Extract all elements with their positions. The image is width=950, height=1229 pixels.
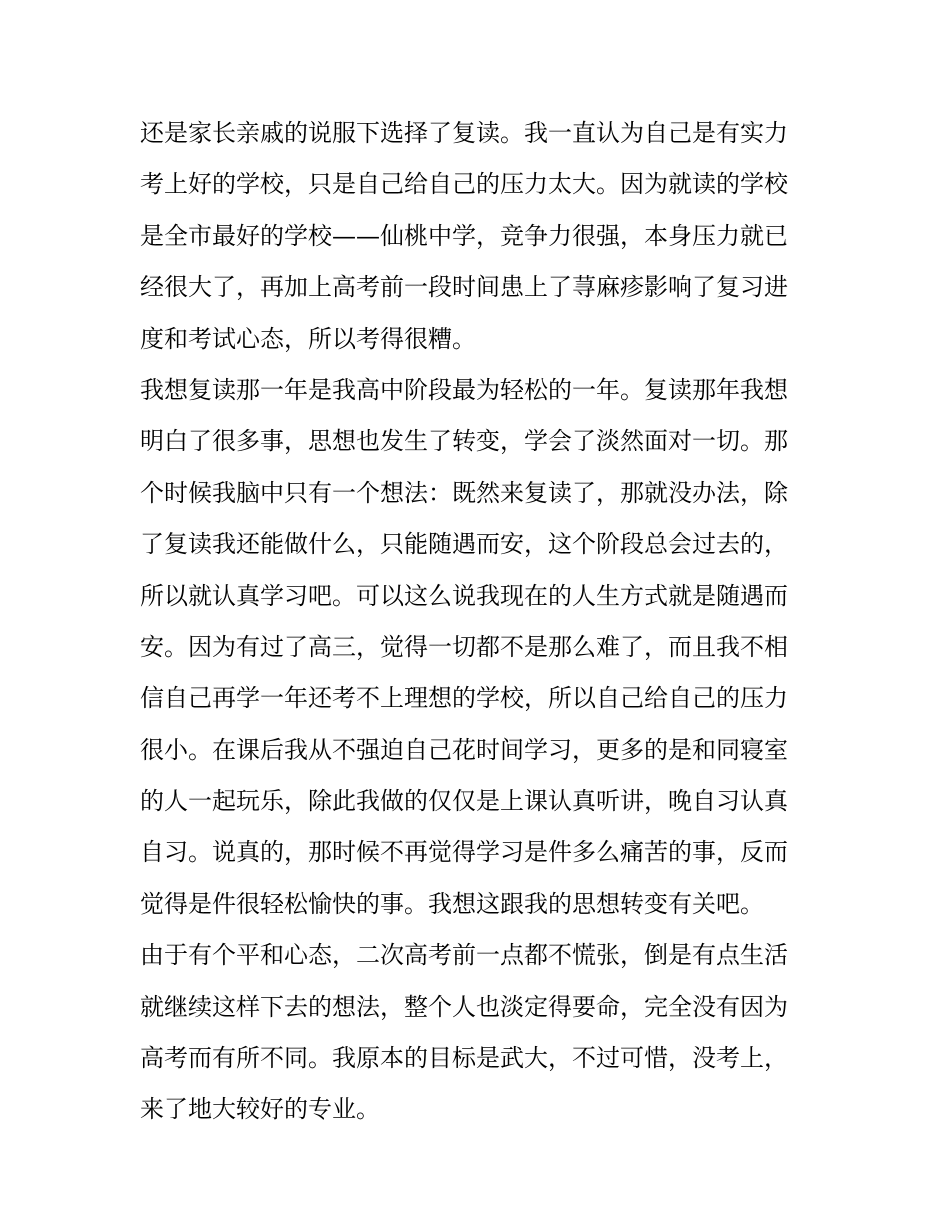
paragraph-1 [140, 108, 820, 365]
text-line: 来了地大较好的专业。 [140, 1095, 380, 1124]
text-line: 就继续这样下去的想法，整个人也淡定得要命，完全没有因为 [140, 992, 788, 1021]
text-line: 是全市最好的学校——仙桃中学，竞争力很强，本身压力就已 [140, 221, 788, 250]
text-line: 了复读我还能做什么，只能随遇而安，这个阶段总会过去的， [140, 530, 788, 559]
text-line: 自习。说真的，那时候不再觉得学习是件多么痛苦的事，反而 [140, 838, 788, 867]
paragraph-3 [140, 930, 820, 1136]
text-line: 由于有个平和心态，二次高考前一点都不慌张，倒是有点生活 [140, 941, 788, 970]
body-text [140, 108, 820, 1136]
text-line: 信自己再学一年还考不上理想的学校，所以自己给自己的压力 [140, 684, 788, 713]
text-line: 明白了很多事，思想也发生了转变，学会了淡然面对一切。那 [140, 427, 788, 456]
text-line: 安。因为有过了高三，觉得一切都不是那么难了，而且我不相 [140, 632, 788, 661]
text-line: 我想复读那一年是我高中阶段最为轻松的一年。复读那年我想 [140, 375, 788, 404]
paragraph-2 [140, 365, 820, 930]
text-line: 很小。在课后我从不强迫自己花时间学习，更多的是和同寝室 [140, 735, 788, 764]
text-line: 觉得是件很轻松愉快的事。我想这跟我的思想转变有关吧。 [140, 889, 764, 918]
text-line: 高考而有所不同。我原本的目标是武大，不过可惜，没考上， [140, 1044, 788, 1073]
text-line: 度和考试心态，所以考得很糟。 [140, 324, 476, 353]
text-line: 经很大了，再加上高考前一段时间患上了荨麻疹影响了复习进 [140, 273, 788, 302]
text-line: 个时候我脑中只有一个想法：既然来复读了，那就没办法，除 [140, 478, 788, 507]
text-line: 所以就认真学习吧。可以这么说我现在的人生方式就是随遇而 [140, 581, 788, 610]
text-line: 考上好的学校，只是自己给自己的压力太大。因为就读的学校 [140, 170, 788, 199]
text-line: 的人一起玩乐，除此我做的仅仅是上课认真听讲，晚自习认真 [140, 787, 788, 816]
text-line: 还是家长亲戚的说服下选择了复读。我一直认为自己是有实力 [140, 119, 788, 147]
